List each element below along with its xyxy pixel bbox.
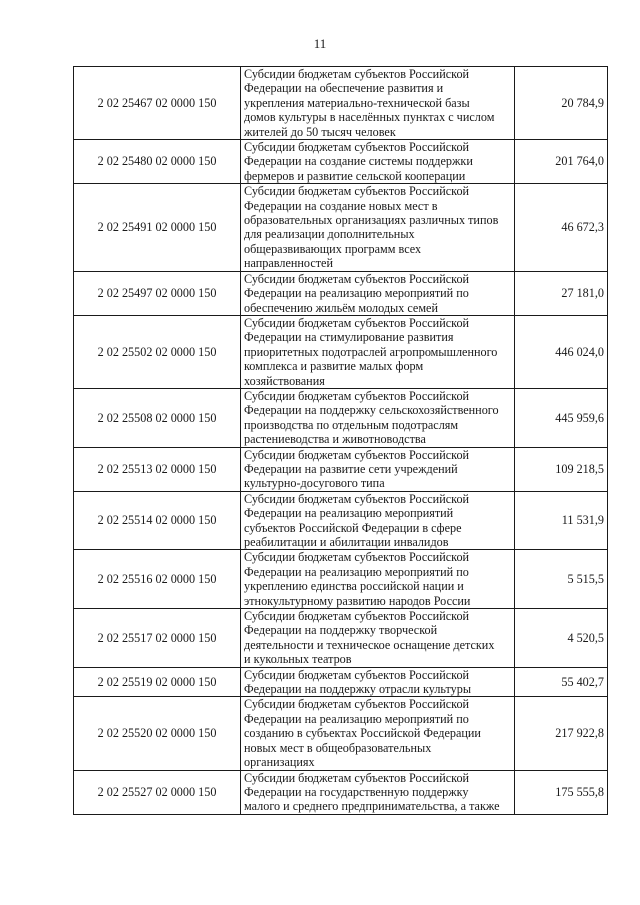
description-line: Федерации на развитие сети учреждений [244, 461, 458, 476]
description-cell [241, 315, 515, 388]
description-line: хозяйствования [244, 373, 325, 388]
budget-code-cell: 2 02 25527 02 0000 150 [74, 770, 241, 814]
budget-code-cell: 2 02 25514 02 0000 150 [74, 491, 241, 550]
amount-cell: 445 959,6 [515, 388, 608, 447]
description-cell [241, 550, 515, 609]
table-row [74, 184, 608, 271]
budget-code-cell: 2 02 25508 02 0000 150 [74, 388, 241, 447]
description-line: приоритетных подотраслей агропромышленного [244, 344, 498, 359]
description-cell [241, 491, 515, 550]
description-line: Федерации на реализацию мероприятий [244, 506, 454, 521]
amount-cell: 11 531,9 [515, 491, 608, 550]
description-line: Федерации на обеспечение развития и [244, 81, 444, 96]
description-line: для реализации дополнительных [244, 227, 415, 242]
description-line: Субсидии бюджетам субъектов Российской [244, 697, 470, 712]
description-line: Федерации на стимулирование развития [244, 330, 454, 345]
table-row [74, 667, 608, 697]
description-line: Субсидии бюджетам субъектов Российской [244, 184, 470, 199]
description-line: растениеводства и животноводства [244, 432, 426, 447]
description-line: реабилитации и абилитации инвалидов [244, 535, 449, 549]
budget-code-cell: 2 02 25513 02 0000 150 [74, 447, 241, 491]
description-cell [241, 770, 515, 814]
description-line: Субсидии бюджетам субъектов Российской [244, 140, 470, 155]
amount-cell: 27 181,0 [515, 271, 608, 315]
amount-cell: 446 024,0 [515, 315, 608, 388]
description-line: Федерации на реализацию мероприятий по [244, 286, 469, 301]
amount-cell: 201 764,0 [515, 140, 608, 184]
description-line: Субсидии бюджетам субъектов Российской [244, 271, 470, 286]
description-line: Субсидии бюджетам субъектов Российской [244, 667, 470, 682]
description-cell [241, 67, 515, 140]
description-line: Субсидии бюджетам субъектов Российской [244, 491, 470, 506]
table-row [74, 550, 608, 609]
description-line: субъектов Российской Федерации в сфере [244, 520, 462, 535]
description-line: домов культуры в населённых пунктах с числом [244, 110, 495, 125]
description-line: фермеров и развитие сельской кооперации [244, 168, 466, 183]
description-line: Федерации на поддержку сельскохозяйственного [244, 403, 499, 418]
description-line: направленностей [244, 256, 333, 271]
amount-cell: 217 922,8 [515, 697, 608, 770]
budget-code-cell: 2 02 25517 02 0000 150 [74, 609, 241, 668]
description-cell [241, 388, 515, 447]
description-line: этнокультурному развитию народов России [244, 593, 471, 608]
table-row [74, 388, 608, 447]
description-line: Федерации на поддержку отрасли культуры [244, 682, 472, 697]
description-line: созданию в субъектах Российской Федерации [244, 726, 481, 741]
table-row [74, 770, 608, 814]
amount-cell: 55 402,7 [515, 667, 608, 697]
description-line: обеспечению жильём молодых семей [244, 300, 438, 315]
description-line: новых мест в общеобразовательных [244, 740, 432, 755]
table-row [74, 697, 608, 770]
budget-code-cell: 2 02 25519 02 0000 150 [74, 667, 241, 697]
budget-code-cell: 2 02 25497 02 0000 150 [74, 271, 241, 315]
amount-cell: 20 784,9 [515, 67, 608, 140]
description-line: Субсидии бюджетам субъектов Российской [244, 315, 470, 330]
description-cell [241, 667, 515, 697]
amount-cell: 5 515,5 [515, 550, 608, 609]
description-line: Субсидии бюджетам субъектов Российской [244, 609, 470, 624]
description-line: Субсидии бюджетам субъектов Российской [244, 550, 470, 565]
description-line: Субсидии бюджетам субъектов Российской [244, 770, 470, 785]
budget-code-cell: 2 02 25467 02 0000 150 [74, 67, 241, 140]
budget-code-cell: 2 02 25516 02 0000 150 [74, 550, 241, 609]
description-line: жителей до 50 тысяч человек [244, 124, 396, 139]
description-line: организациях [244, 755, 315, 770]
budget-code-cell: 2 02 25520 02 0000 150 [74, 697, 241, 770]
description-line: Федерации на реализацию мероприятий по [244, 711, 469, 726]
amount-cell: 4 520,5 [515, 609, 608, 668]
table-row [74, 315, 608, 388]
description-line: образовательных организациях различных типов [244, 213, 499, 228]
description-line: культурно-досугового типа [244, 476, 385, 491]
description-cell [241, 697, 515, 770]
table-row [74, 609, 608, 668]
description-cell [241, 609, 515, 668]
description-line: Субсидии бюджетам субъектов Российской [244, 447, 470, 462]
description-line: и кукольных театров [244, 652, 352, 667]
description-line: малого и среднего предпринимательства, а также [244, 799, 500, 814]
description-line: Федерации на реализацию мероприятий по [244, 564, 469, 579]
budget-code-cell: 2 02 25502 02 0000 150 [74, 315, 241, 388]
description-line: комплекса и развитие малых форм [244, 359, 424, 374]
amount-cell: 175 555,8 [515, 770, 608, 814]
page-number: 11 [313, 36, 327, 51]
description-line: Федерации на государственную поддержку [244, 784, 469, 799]
amount-cell: 46 672,3 [515, 184, 608, 271]
description-line: Федерации на создание системы поддержки [244, 154, 473, 169]
description-line: общеразвивающих программ всех [244, 241, 422, 256]
description-cell [241, 271, 515, 315]
budget-table [73, 66, 608, 815]
table-row [74, 491, 608, 550]
description-line: укреплению единства российской нации и [244, 579, 464, 594]
description-line: Федерации на поддержку творческой [244, 623, 438, 638]
amount-cell: 109 218,5 [515, 447, 608, 491]
description-line: деятельности и техническое оснащение детских [244, 637, 495, 652]
description-cell [241, 184, 515, 271]
table-row [74, 67, 608, 140]
table-row [74, 140, 608, 184]
table-row [74, 271, 608, 315]
description-line: Субсидии бюджетам субъектов Российской [244, 67, 470, 81]
description-line: Субсидии бюджетам субъектов Российской [244, 388, 470, 403]
description-cell [241, 140, 515, 184]
description-line: Федерации на создание новых мест в [244, 198, 438, 213]
budget-code-cell: 2 02 25480 02 0000 150 [74, 140, 241, 184]
table-row [74, 447, 608, 491]
budget-code-cell: 2 02 25491 02 0000 150 [74, 184, 241, 271]
description-line: укрепления материально-технической базы [244, 95, 470, 110]
budget-table-body [74, 67, 608, 815]
description-line: производства по отдельным подотраслям [244, 417, 459, 432]
description-cell [241, 447, 515, 491]
